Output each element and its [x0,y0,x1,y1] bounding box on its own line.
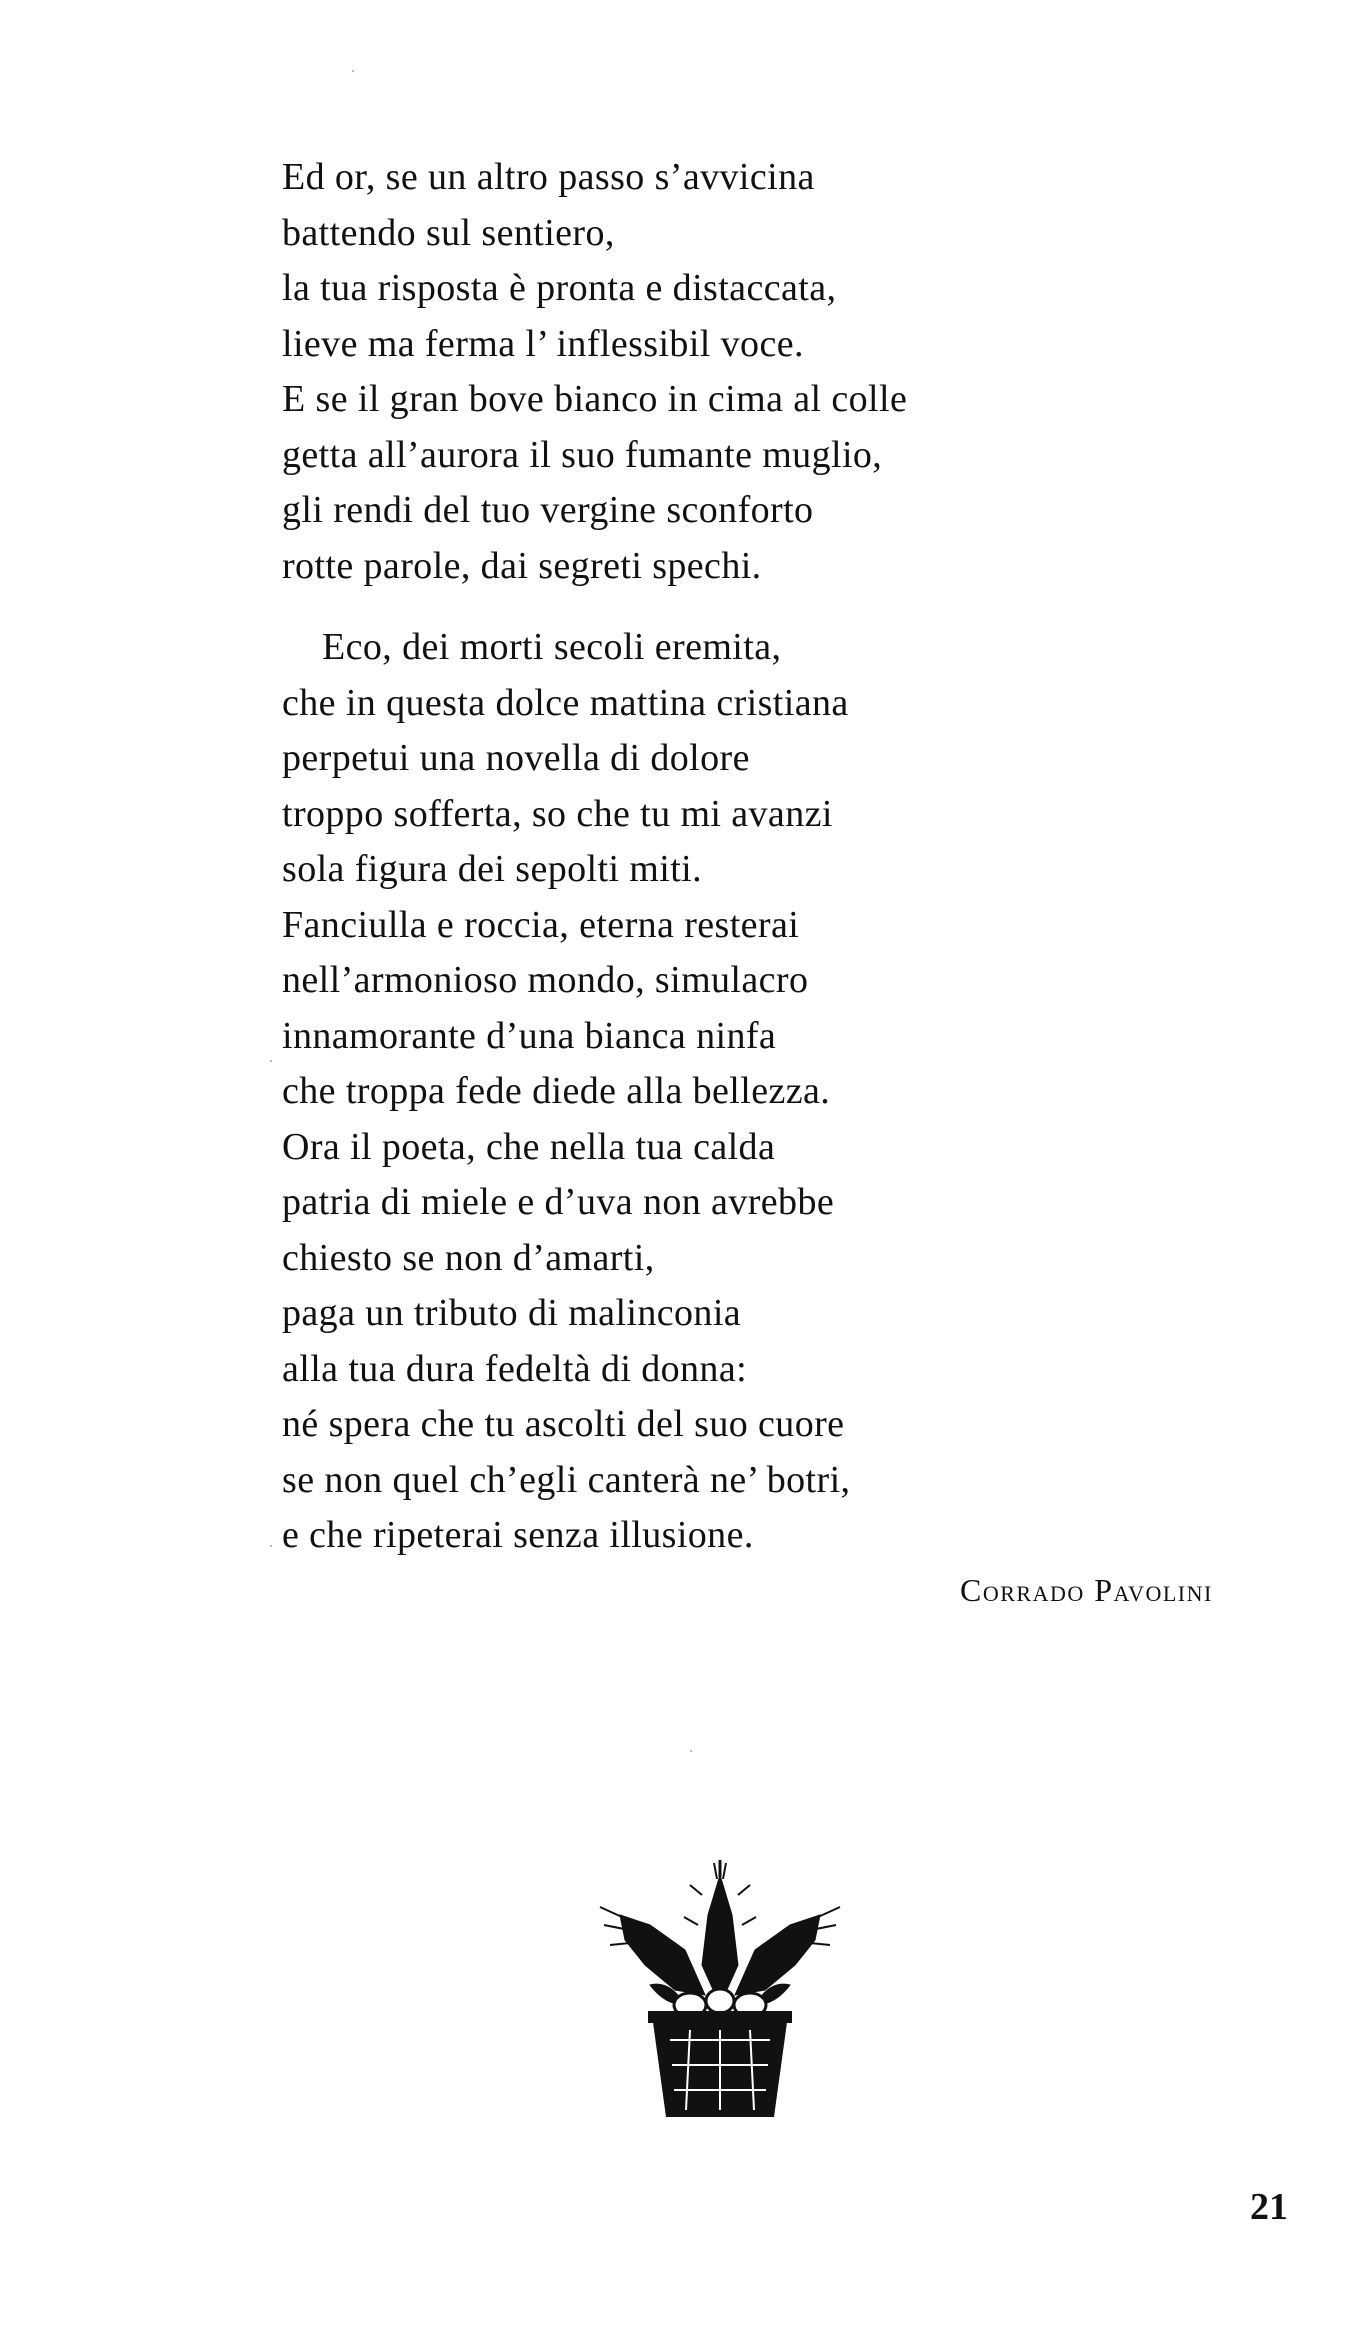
poem-line: se non quel ch’egli canterà ne’ botri, [282,1458,851,1501]
specks [270,1545,272,1547]
poem-line: e che ripeterai senza illusione. [282,1514,754,1556]
poem-line: Ora il poeta, che nella tua calda [282,1125,776,1168]
poem-line: paga un tributo di malinconia [282,1292,742,1334]
poem-line: Fanciulla e roccia, eterna resterai [282,903,800,946]
specks [270,1060,272,1062]
poem-line: Ed or, se un altro passo s’avvicina [282,156,815,198]
page-number: 21 [1250,2186,1288,2228]
poem-line: alla tua dura fedeltà di donna: [282,1347,748,1390]
poem-line: la tua risposta è pronta e distaccata, [282,267,837,309]
poem-line: Eco, dei morti secoli eremita, [322,626,782,668]
poem-line: lieve ma ferma l’ inflessibil voce. [282,322,804,365]
poem-line: né spera che tu ascolti del suo cuore [282,1403,845,1445]
poem-line: innamorante d’una bianca ninfa [282,1014,777,1057]
stanza-1 [282,150,907,594]
poem-line: getta all’aurora il suo fumante muglio, [282,433,883,476]
poem-line: patria di miele e d’uva non avrebbe [282,1181,835,1223]
poem-line: che troppa fede diede alla bellezza. [282,1070,831,1112]
poem-line: battendo sul sentiero, [282,211,615,254]
poem-line: perpetui una novella di dolore [282,737,750,779]
poem-line: gli rendi del tuo vergine sconforto [282,489,814,531]
poem-line: chiesto se non d’amarti, [282,1236,655,1279]
poem-line: troppo sofferta, so che tu mi avanzi [282,792,833,835]
author-signature: Corrado Pavolini [960,1572,1213,1608]
stanza-2 [282,620,850,1564]
poem-line: che in questa dolce mattina cristiana [282,681,849,724]
poem-line: E se il gran bove bianco in cima al colle [282,378,908,420]
wheat-basket-icon [590,1855,850,2125]
poem-line: rotte parole, dai segreti spechi. [282,544,762,587]
poem-line: sola figura dei sepolti miti. [282,848,703,890]
specks [690,1750,692,1752]
specks [352,70,354,72]
poem-line: nell’armonioso mondo, simulacro [282,959,809,1001]
